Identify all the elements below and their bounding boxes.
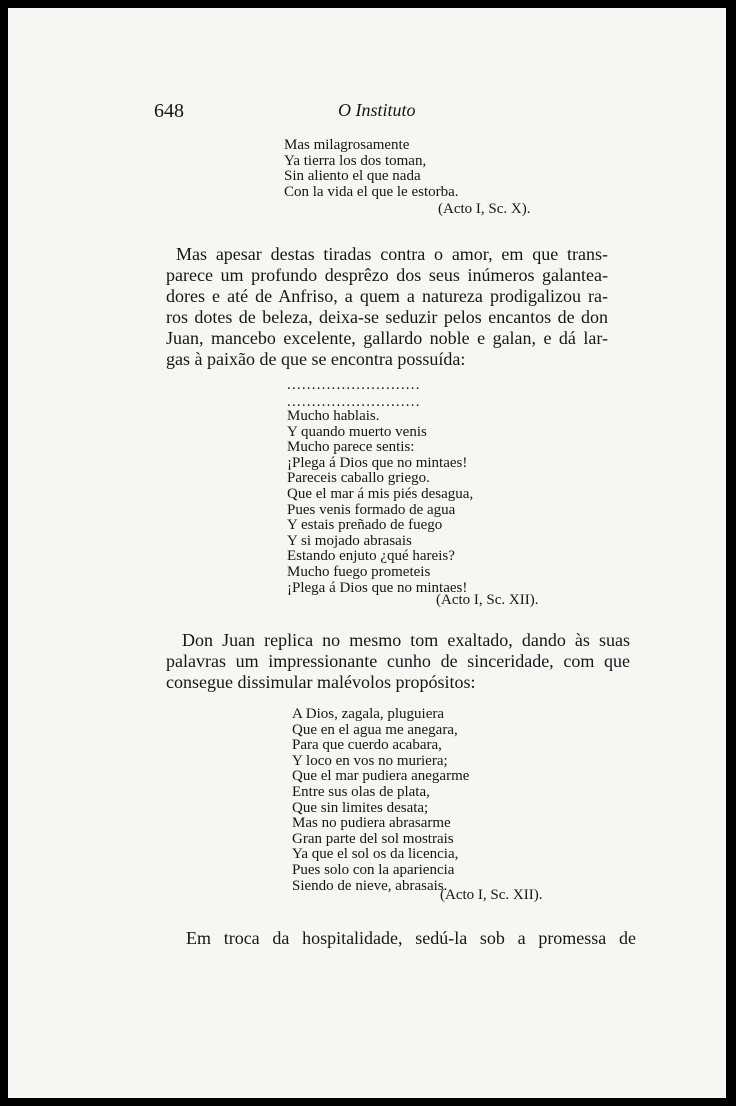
verse-line: Sin aliento el que nada: [284, 168, 421, 185]
paragraph-line: consegue dissimular malévolos propósitos:: [166, 672, 476, 692]
verse-line: Mucho hablais.: [287, 408, 380, 424]
verse-quote-3: [292, 707, 469, 894]
verse-line: ¡Plega á Dios que no mintaes!: [287, 454, 468, 471]
book-page: [8, 8, 726, 1098]
paragraph-line: Em troca da hospitalidade, sedú-la sob a promessa de: [186, 928, 636, 948]
paragraph-2: [166, 630, 630, 693]
verse-line: Que el mar á mis piés desagua,: [287, 485, 474, 502]
paragraph-line: Don Juan replica no mesmo tom exaltado, dando às suas: [182, 630, 630, 650]
paragraph-line: parece um profundo desprêzo dos seus inúmeros galantea-: [166, 265, 608, 285]
paragraph-line: Mas apesar destas tiradas contra o amor, em que trans-: [176, 244, 608, 264]
verse-line: Que en el agua me anegara,: [292, 721, 458, 738]
verse-line: Estando enjuto ¿qué hareis?: [287, 548, 455, 565]
verse-quote-1: [284, 138, 459, 200]
paragraph-line: dores e até de Anfriso, a quem a natureza prodigalizou ra-: [166, 286, 608, 306]
verse-line: Que sin limites desata;: [292, 799, 429, 816]
paragraph-line: ros dotes de beleza, deixa-se seduzir pelos encantos de don: [166, 307, 608, 327]
verse-line: Siendo de nieve, abrasais.: [292, 877, 448, 894]
verse-line: Que el mar pudiera anegarme: [292, 768, 470, 785]
verse-line: Pues solo con la apariencia: [292, 861, 455, 878]
verse-line: Mucho fuego prometeis: [287, 563, 431, 580]
verse-citation: (Acto I, Sc. X).: [438, 201, 531, 217]
verse-line: Y si mojado abrasais: [287, 532, 412, 549]
verse-line: Y quando muerto venis: [287, 423, 427, 440]
page-number: 648: [154, 100, 184, 122]
verse-citation: (Acto I, Sc. XII).: [440, 887, 543, 903]
verse-line: A Dios, zagala, pluguiera: [292, 706, 445, 722]
verse-line: Y estais preñado de fuego: [287, 517, 443, 534]
verse-line: Y loco en vos no muriera;: [292, 752, 448, 769]
ellipsis-line: ...........................: [287, 377, 421, 393]
running-title: O Instituto: [338, 100, 416, 120]
paragraph-line: Juan, mancebo excelente, gallardo noble e galan, e dá lar-: [166, 328, 608, 348]
paragraph-line: palavras um impressionante cunho de sinceridade, com que: [166, 651, 630, 671]
verse-line: Ya que el sol os da licencia,: [292, 846, 459, 863]
verse-line: Mas no pudiera abrasarme: [292, 815, 451, 832]
verse-citation: (Acto I, Sc. XII).: [436, 592, 539, 608]
paragraph-1: [166, 244, 608, 370]
paragraph-line: gas à paixão de que se encontra possuída:: [166, 349, 466, 369]
verse-line: Para que cuerdo acabara,: [292, 737, 442, 754]
verse-line: Mucho parece sentis:: [287, 439, 415, 456]
verse-line: Gran parte del sol mostrais: [292, 830, 454, 847]
verse-line: Mas milagrosamente: [284, 137, 410, 153]
verse-line: Entre sus olas de plata,: [292, 783, 430, 800]
verse-line: ¡Plega á Dios que no mintaes!: [287, 579, 468, 596]
paragraph-3: [186, 928, 636, 949]
verse-line: Con la vida el que le estorba.: [284, 183, 459, 200]
ellipsis-line: ...........................: [287, 394, 421, 410]
verse-line: Pues venis formado de agua: [287, 501, 456, 518]
verse-line: Ya tierra los dos toman,: [284, 152, 427, 169]
page-header: [8, 98, 726, 128]
verse-quote-2: [287, 409, 473, 596]
verse-line: Pareceis caballo griego.: [287, 470, 430, 487]
